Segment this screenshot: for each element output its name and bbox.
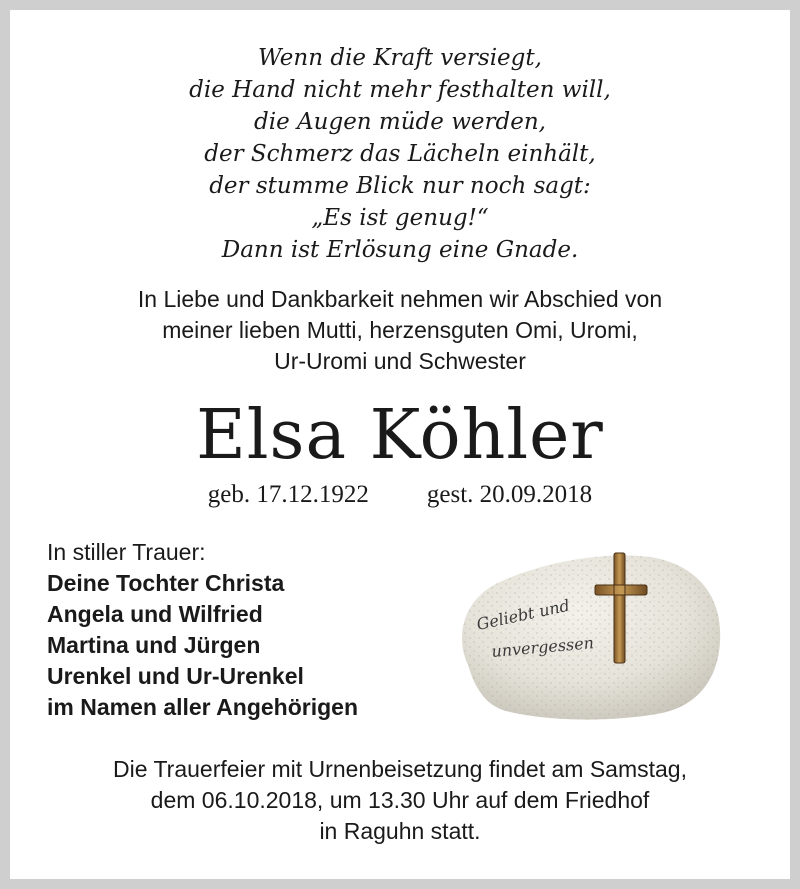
funeral-info-line: in Raguhn statt.	[319, 818, 481, 844]
intro-line: meiner lieben Mutti, herzensguten Omi, Uromi,	[162, 317, 638, 343]
poem-line: Dann ist Erlösung eine Gnade.	[221, 237, 579, 263]
mourner-name: Martina und Jürgen	[47, 632, 261, 658]
funeral-info-line: Die Trauerfeier mit Urnenbeisetzung findet am Samstag,	[113, 756, 687, 782]
mourners-heading: In stiller Trauer:	[47, 539, 206, 565]
intro-text	[0, 284, 800, 377]
mourner-name: Deine Tochter Christa	[47, 570, 285, 596]
funeral-info	[0, 754, 800, 847]
mourner-name: Angela und Wilfried	[47, 601, 263, 627]
stone-engraving-line1: Geliebt und	[474, 595, 572, 634]
birth-date: geb. 17.12.1922	[207, 481, 369, 508]
funeral-info-line: dem 06.10.2018, um 13.30 Uhr auf dem Friedhof	[150, 787, 650, 813]
poem-line: die Augen müde werden,	[254, 109, 546, 135]
memorial-stone-image	[450, 545, 725, 723]
poem-line: Wenn die Kraft versiegt,	[258, 45, 542, 71]
poem-line: der Schmerz das Lächeln einhält,	[204, 141, 596, 167]
death-date: gest. 20.09.2018	[426, 481, 593, 508]
poem-line: die Hand nicht mehr festhalten will,	[189, 77, 611, 103]
mourners-block	[47, 537, 358, 723]
poem-line: „Es ist genug!“	[311, 205, 489, 231]
mourner-name: Urenkel und Ur-Urenkel	[47, 663, 304, 689]
intro-line: In Liebe und Dankbarkeit nehmen wir Abschied von	[137, 286, 663, 312]
mourner-name: im Namen aller Angehörigen	[47, 694, 358, 720]
poem	[0, 42, 800, 266]
life-dates	[0, 480, 800, 510]
poem-line: der stumme Blick nur noch sagt:	[209, 173, 591, 199]
stone-engraving-line2: unvergessen	[490, 633, 595, 661]
intro-line: Ur-Uromi und Schwester	[274, 348, 526, 374]
deceased-name: Elsa Köhler	[196, 396, 604, 475]
